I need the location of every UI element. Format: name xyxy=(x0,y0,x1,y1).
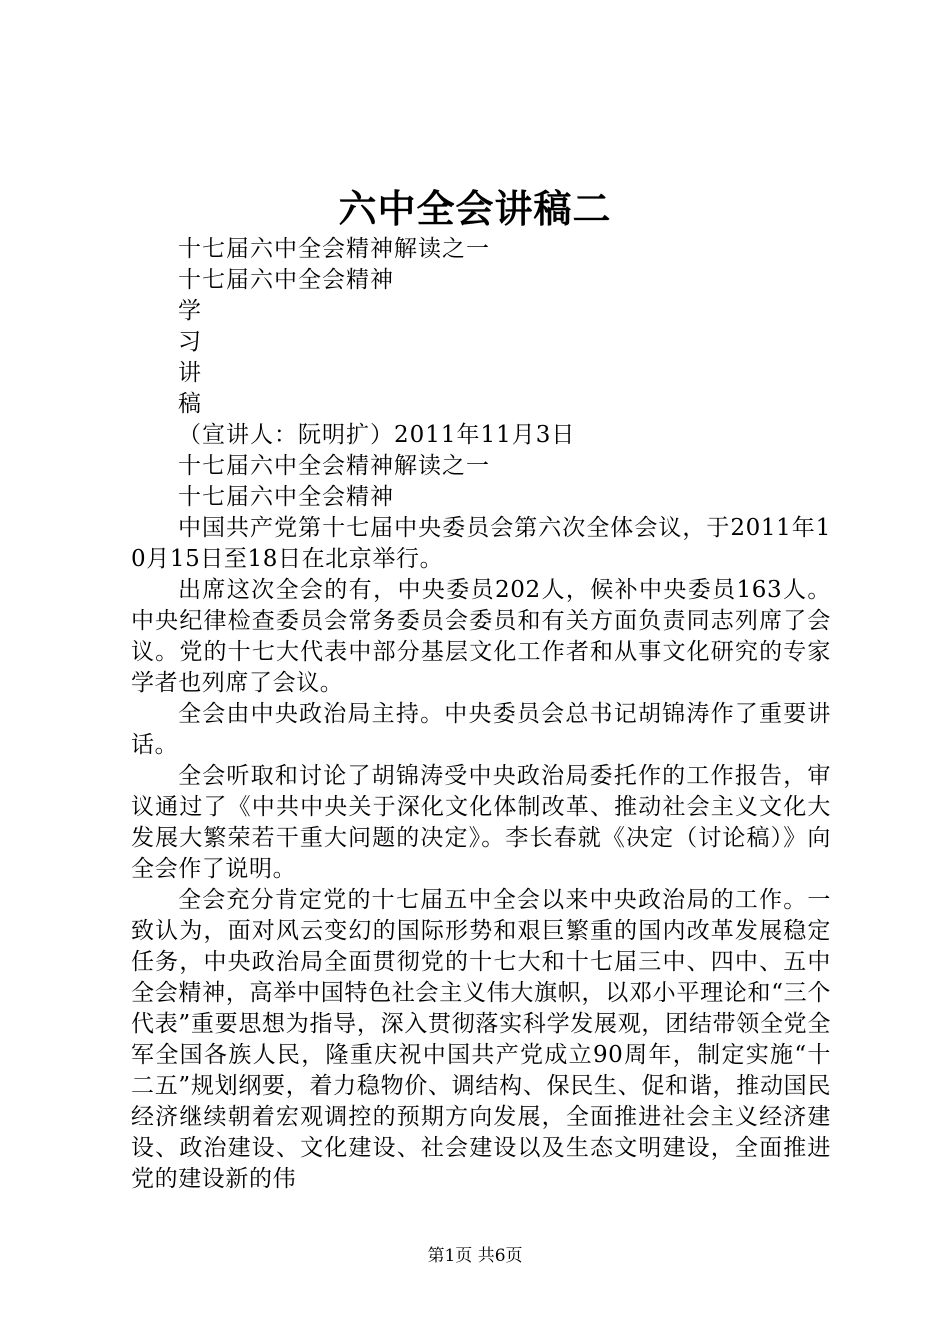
document-body xyxy=(131,234,831,1195)
page-number-footer: 第1页 共6页 xyxy=(427,1246,523,1266)
body-paragraph: 全会充分肯定党的十七届五中全会以来中央政治局的工作。一致认为，面对风云变幻的国际形势和艰巨繁重的国内改革发展稳定任务，中央政治局全面贯彻党的十七大和十七届三中、四中、五中全会精神，高举中国特色社会主义伟大旗帜，以邓小平理论和“三个代表”重要思想为指导，深入贯彻落实科学发展观，团结带领全党全军全国各族人民，隆重庆祝中国共产党成立90周年，制定实施“十二五”规划纲要，着力稳物价、调结构、保民生、促和谐，推动国民经济继续朝着宏观调控的预期方向发展，全面推进社会主义经济建设、政治建设、文化建设、社会建设以及生态文明建设，全面推进党的建设新的伟 xyxy=(131,887,831,1192)
body-paragraph: 全会由中央政治局主持。中央委员会总书记胡锦涛作了重要讲话。 xyxy=(131,701,831,758)
heading-line: 习 xyxy=(178,329,202,355)
body-paragraph: 出席这次全会的有，中央委员202人，候补中央委员163人。中央纪律检查委员会常务委员会委员和有关方面负责同志列席了会议。党的十七大代表中部分基层文化工作者和从事文化研究的专家学者也列席了会议。 xyxy=(131,577,831,696)
document-title: 六中全会讲稿二 xyxy=(338,186,612,231)
body-paragraph: 全会听取和讨论了胡锦涛受中央政治局委托作的工作报告，审议通过了《中共中央关于深化文化体制改革、推动社会主义文化大发展大繁荣若干重大问题的决定》。李长春就《决定（讨论稿）》向全会作了说明。 xyxy=(131,763,831,882)
heading-line: 讲 xyxy=(178,360,202,386)
body-paragraph: 中国共产党第十七届中央委员会第六次全体会议，于2011年10月15日至18日在北京举行。 xyxy=(131,515,831,572)
heading-line: 十七届六中全会精神解读之一 xyxy=(178,236,490,262)
heading-line: 十七届六中全会精神 xyxy=(178,484,394,510)
speaker-date-line: （宣讲人：阮明扩）2011年11月3日 xyxy=(178,422,576,448)
heading-line: 学 xyxy=(178,298,202,324)
heading-line: 十七届六中全会精神解读之一 xyxy=(178,453,490,479)
heading-line: 稿 xyxy=(178,391,202,417)
heading-line: 十七届六中全会精神 xyxy=(178,267,394,293)
